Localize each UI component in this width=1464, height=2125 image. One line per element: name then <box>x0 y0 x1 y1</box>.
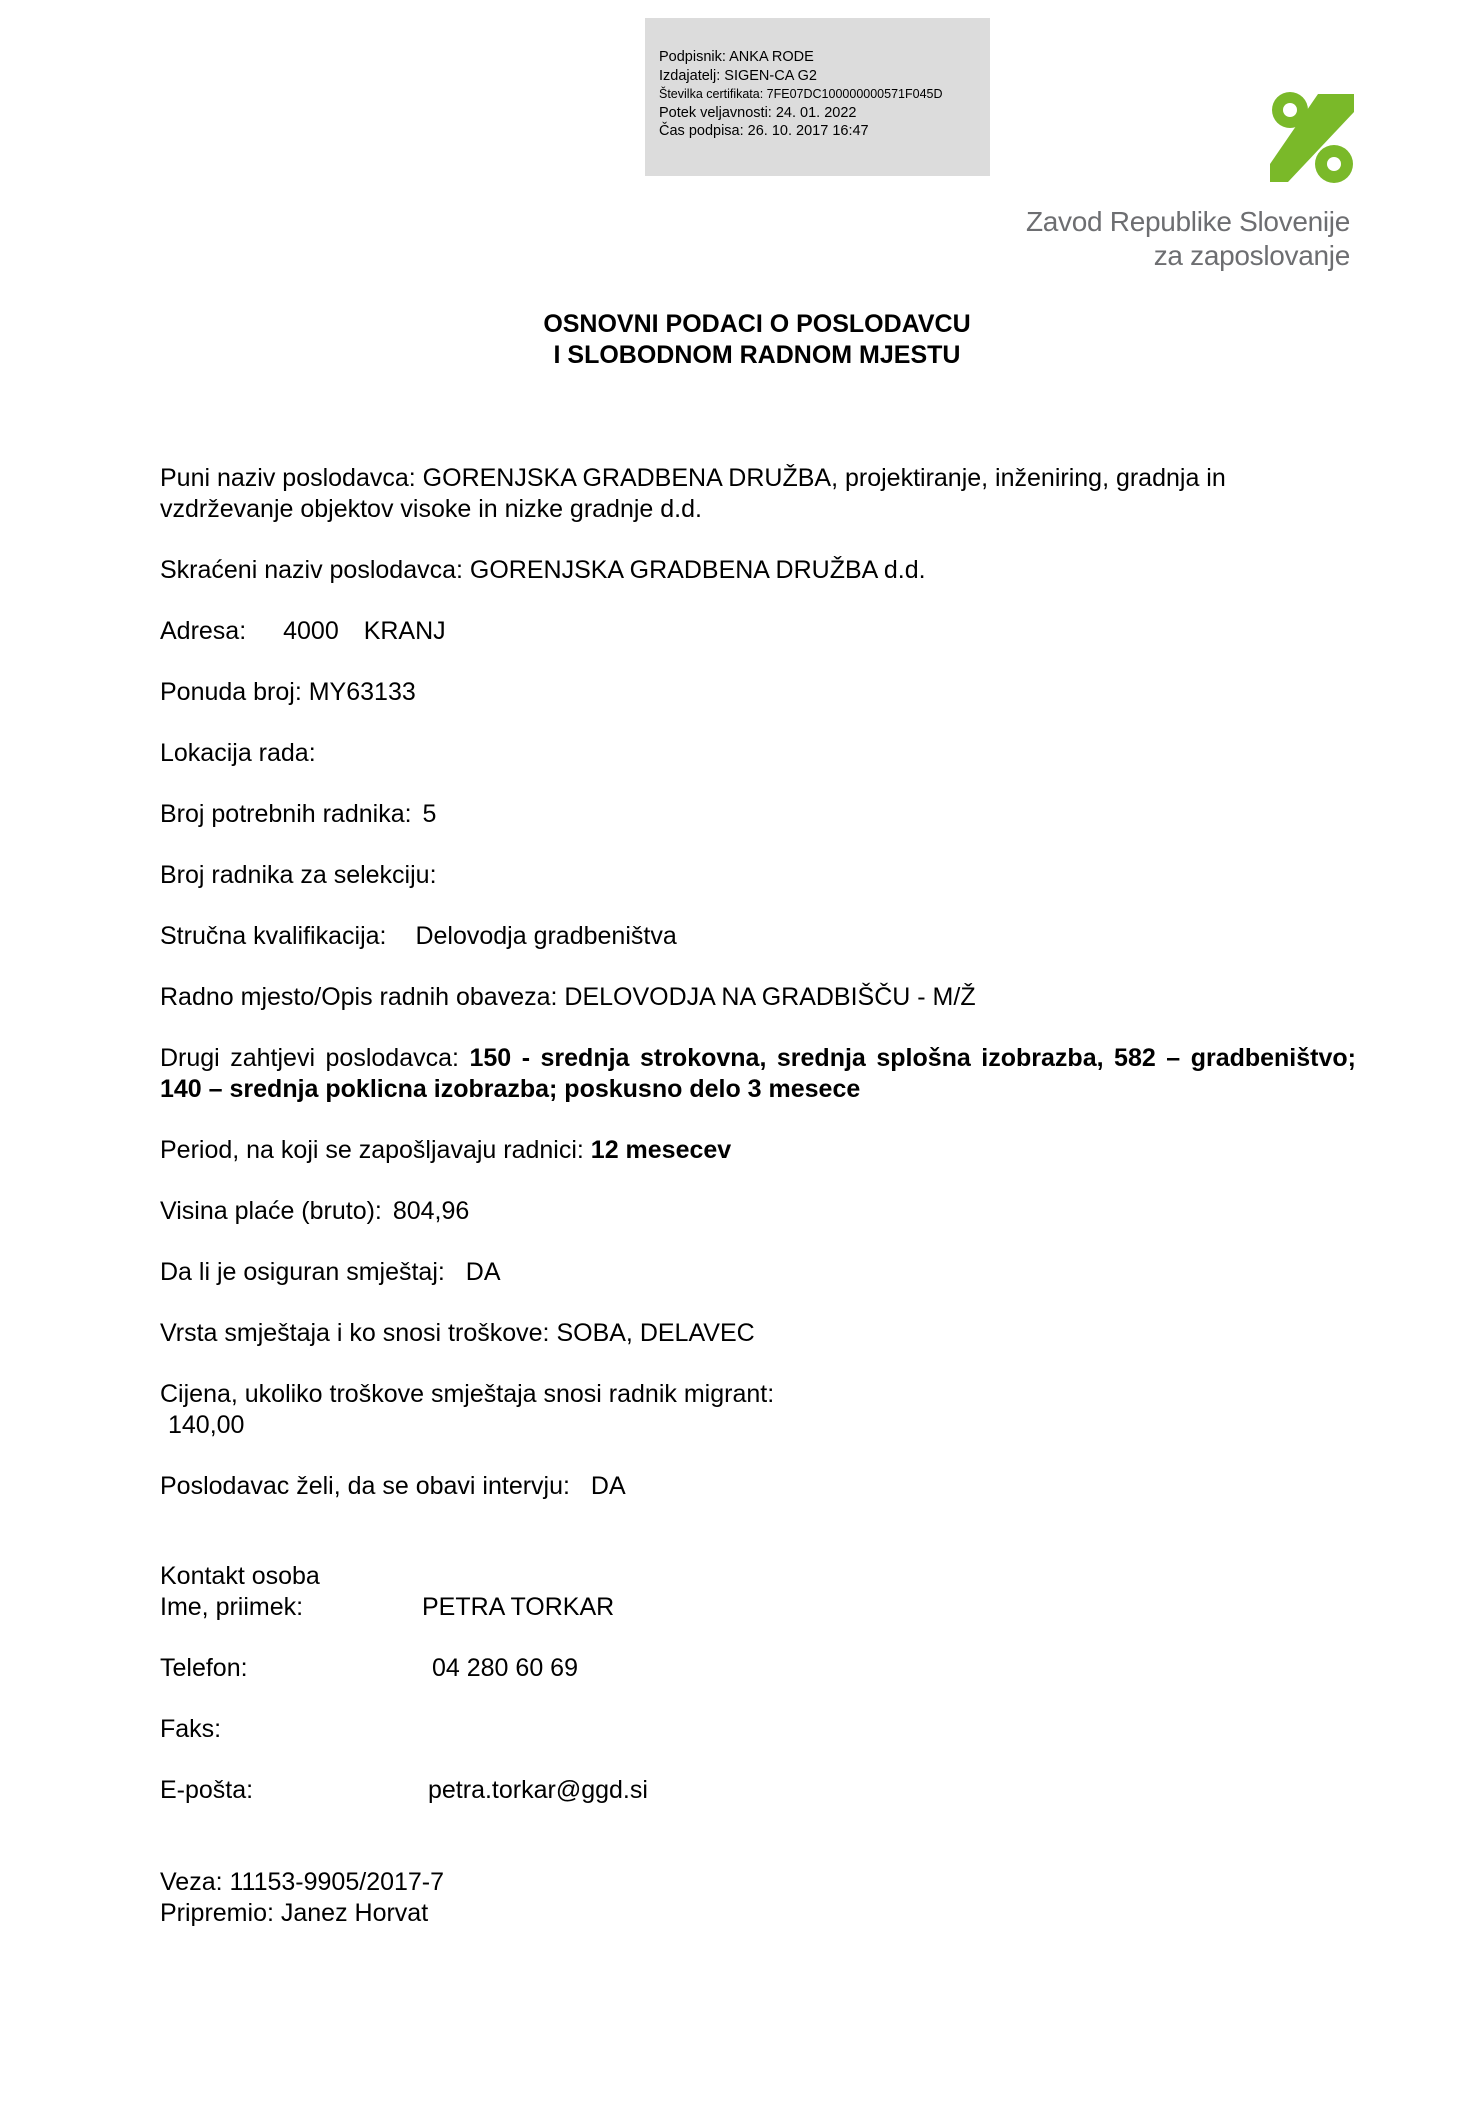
field-work-location-label: Lokacija rada: <box>160 739 316 767</box>
field-workers-needed <box>160 799 1356 830</box>
document-title-line-2: I SLOBODNOM RADNOM MJESTU <box>553 341 961 369</box>
contact-heading: Kontakt osoba <box>160 1562 320 1590</box>
contact-fax-label: Faks: <box>160 1715 222 1743</box>
field-salary-label: Visina plaće (bruto): <box>160 1197 382 1225</box>
field-offer-number-label: Ponuda broj: <box>160 678 302 706</box>
signature-time: Čas podpisa: 26. 10. 2017 16:47 <box>659 123 869 139</box>
field-accommodation-price-label: Cijena, ukoliko troškove smještaja snosi radnik migrant: <box>160 1380 775 1408</box>
field-requirements-value: 150 - srednja strokovna, srednja splošna izobrazba, 582 – gradbeništvo; 140 – srednja poklicna izobrazba; poskusno delo 3 mesece <box>160 1044 1356 1103</box>
field-full-name-value: GORENJSKA GRADBENA DRUŽBA, projektiranje, inženiring, gradnja in vzdrževanje objektov visoke in nizke gradnje d.d. <box>160 464 1226 523</box>
field-workers-needed-value: 5 <box>422 800 437 828</box>
field-qualification-label: Stručna kvalifikacija: <box>160 922 387 950</box>
field-position <box>160 982 1356 1013</box>
field-accommodation-price-value: 140,00 <box>168 1411 245 1439</box>
field-address-label: Adresa: <box>160 617 247 645</box>
digital-signature-box <box>645 18 990 176</box>
field-short-name-label: Skraćeni naziv poslodavca: <box>160 556 463 584</box>
contact-name <box>160 1592 1356 1623</box>
field-address-city: KRANJ <box>363 617 446 645</box>
field-accommodation-label: Da li je osiguran smještaj: <box>160 1258 445 1286</box>
signature-certificate: Številka certifikata: 7FE07DC100000000571F045D <box>659 87 943 101</box>
field-interview-label: Poslodavac želi, da se obavi intervju: <box>160 1472 570 1500</box>
contact-email-value[interactable]: petra.torkar@ggd.si <box>428 1776 648 1804</box>
contact-phone <box>160 1653 1356 1684</box>
field-full-name-label: Puni naziv poslodavca: <box>160 464 416 492</box>
field-period-value: 12 mesecev <box>590 1136 732 1164</box>
field-accommodation <box>160 1257 1356 1288</box>
field-offer-number-value: MY63133 <box>308 678 416 706</box>
field-accommodation-type-label: Vrsta smještaja i ko snosi troškove: <box>160 1319 550 1347</box>
field-short-name-value: GORENJSKA GRADBENA DRUŽBA d.d. <box>469 556 926 584</box>
prepared-by: Pripremio: Janez Horvat <box>160 1899 429 1927</box>
field-accommodation-value: DA <box>465 1258 501 1286</box>
contact-fax <box>160 1714 1356 1745</box>
field-qualification <box>160 921 1356 952</box>
signature-signer: Podpisnik: ANKA RODE <box>659 49 814 65</box>
field-selection-workers-label: Broj radnika za selekciju: <box>160 861 437 889</box>
document-title-line-1: OSNOVNI PODACI O POSLODAVCU <box>543 310 971 338</box>
field-interview <box>160 1471 1356 1502</box>
organization-line-2: za zaposlovanje <box>1153 240 1350 271</box>
zrss-logo-icon <box>1270 90 1356 186</box>
field-short-name <box>160 555 1356 586</box>
contact-email <box>160 1775 1356 1806</box>
field-position-value: DELOVODJA NA GRADBIŠČU - M/Ž <box>564 983 976 1011</box>
contact-email-label: E-pošta: <box>160 1776 254 1804</box>
contact-name-value: PETRA TORKAR <box>422 1593 615 1621</box>
reference-number: Veza: 11153-9905/2017-7 <box>160 1868 445 1896</box>
field-selection-workers <box>160 860 1356 891</box>
organization-line-1: Zavod Republike Slovenije <box>1025 206 1350 237</box>
signature-valid-until: Potek veljavnosti: 24. 01. 2022 <box>659 104 857 121</box>
document-title <box>0 309 1464 371</box>
signature-issuer: Izdajatelj: SIGEN-CA G2 <box>659 67 817 84</box>
field-position-label: Radno mjesto/Opis radnih obaveza: <box>160 983 558 1011</box>
field-qualification-value: Delovodja gradbeništva <box>415 922 677 950</box>
field-accommodation-type <box>160 1318 1356 1349</box>
field-period-label: Period, na koji se zapošljavaju radnici: <box>160 1136 584 1164</box>
field-requirements-label: Drugi zahtjevi poslodavca: <box>160 1044 459 1072</box>
field-salary <box>160 1196 1356 1227</box>
field-period <box>160 1135 1356 1166</box>
field-offer-number <box>160 677 1356 708</box>
field-full-name <box>160 463 1356 525</box>
contact-phone-label: Telefon: <box>160 1654 248 1682</box>
field-requirements <box>160 1043 1356 1105</box>
field-accommodation-price <box>160 1379 1356 1441</box>
organization-name <box>1026 205 1350 273</box>
contact-phone-value: 04 280 60 69 <box>432 1654 578 1682</box>
field-workers-needed-label: Broj potrebnih radnika: <box>160 800 412 828</box>
field-work-location <box>160 738 1356 769</box>
field-address-postcode: 4000 <box>283 617 339 645</box>
field-accommodation-type-value: SOBA, DELAVEC <box>556 1319 755 1347</box>
field-salary-value: 804,96 <box>392 1197 470 1225</box>
field-interview-value: DA <box>590 1472 626 1500</box>
field-address <box>160 616 1356 647</box>
contact-name-label: Ime, priimek: <box>160 1593 304 1621</box>
